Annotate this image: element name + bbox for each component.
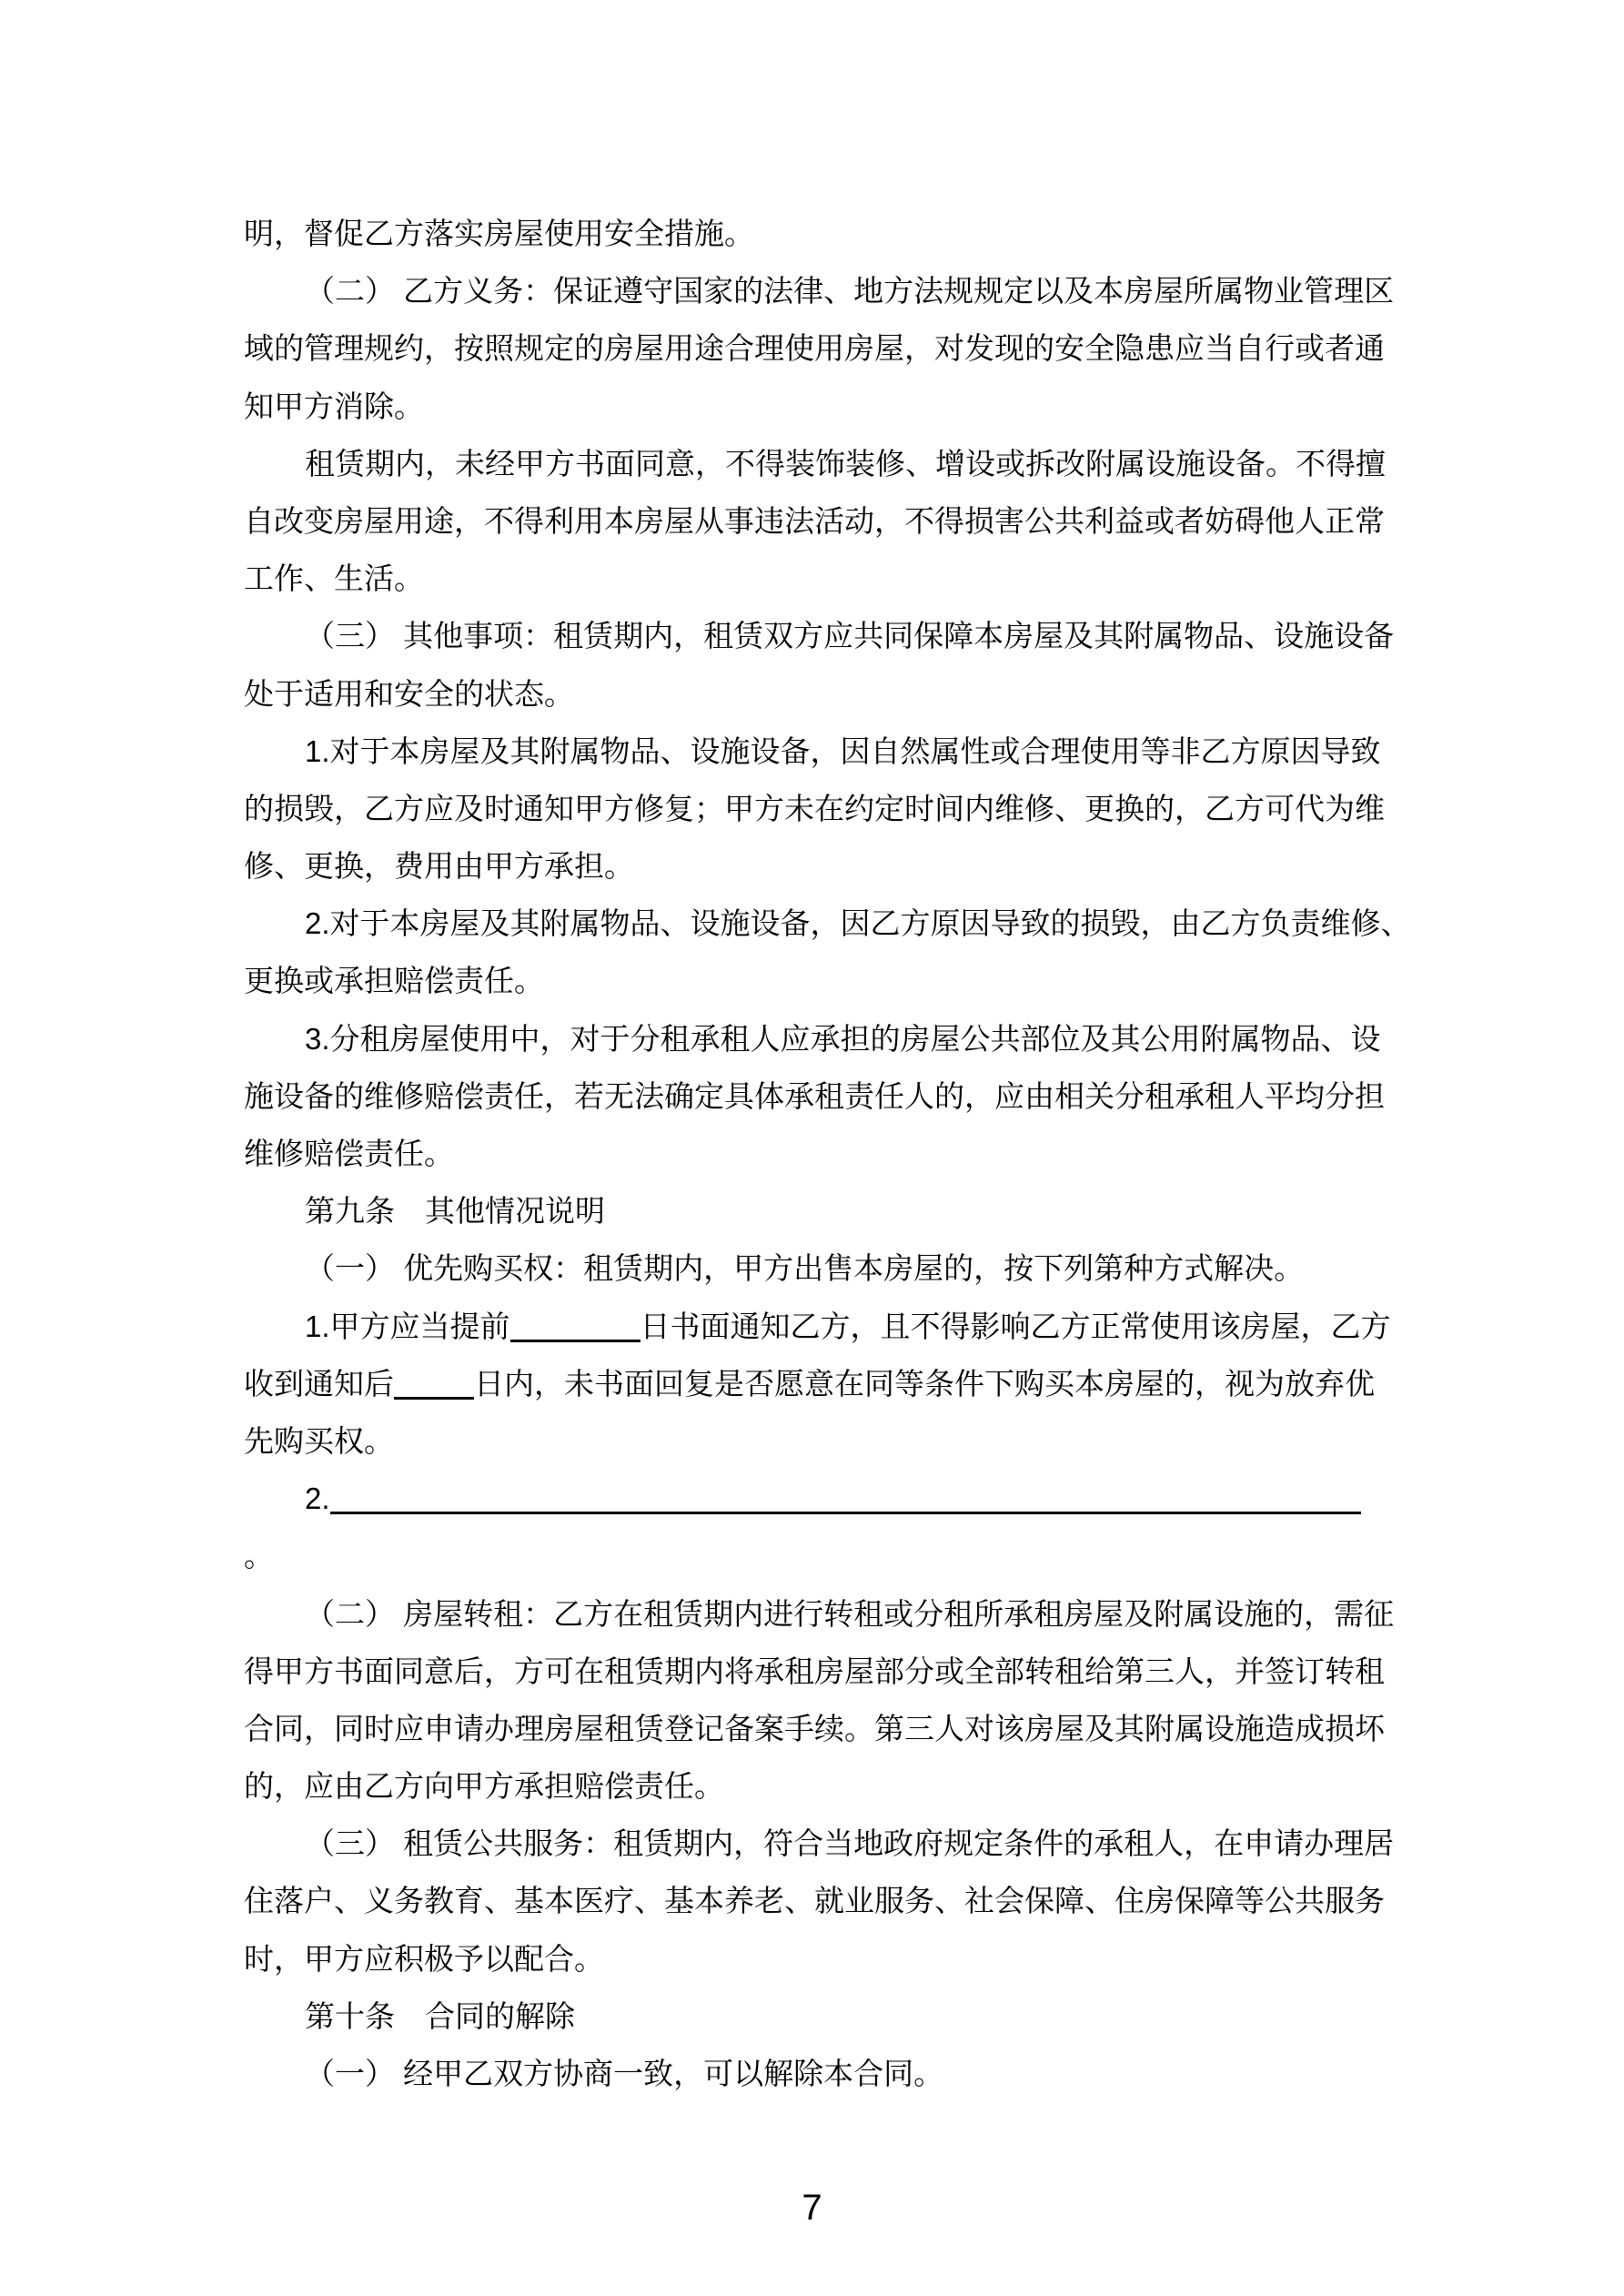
doc-line-19-preemption-right: （一） 优先购买权：租赁期内，甲方出售本房屋的，按下列第种方式解决。 bbox=[305, 1251, 1305, 1286]
doc-line-22: 先购买权。 bbox=[244, 1423, 394, 1458]
doc-line-16: 施设备的维修赔偿责任，若无法确定具体承租责任人的，应由相关分租承租人平均分担 bbox=[244, 1078, 1385, 1113]
article-10-heading: 第十条 合同的解除 bbox=[305, 1998, 575, 2033]
doc-line-33: （一） 经甲乙双方协商一致，可以解除本合同。 bbox=[305, 2057, 944, 2090]
doc-line-4: 知甲方消除。 bbox=[244, 389, 424, 423]
doc-line-21-post: 日内，未书面回复是否愿意在同等条件下购买本房屋的，视为放弃优 bbox=[474, 1366, 1375, 1401]
doc-line-20 bbox=[244, 1298, 1391, 1355]
doc-line-11: 的损毁，乙方应及时通知甲方修复；甲方未在约定时间内维修、更换的，乙方可代为维 bbox=[244, 791, 1385, 825]
doc-line-21-pre: 收到通知后 bbox=[244, 1366, 394, 1401]
doc-line-3: 域的管理规约，按照规定的房屋用途合理使用房屋，对发现的安全隐患应当自行或者通 bbox=[244, 331, 1385, 366]
blank-other-method bbox=[330, 1484, 1361, 1514]
article-9-heading: 第九条 其他情况说明 bbox=[305, 1194, 605, 1229]
doc-line-2-party-b-obligations: （二） 乙方义务：保证遵守国家的法律、地方法规规定以及本房屋所属物业管理区 bbox=[305, 274, 1395, 308]
doc-line-23 bbox=[244, 1470, 1381, 1527]
doc-line-13: 2.对于本房屋及其附属物品、设施设备，因乙方原因导致的损毁，由乙方负责维修、 bbox=[305, 906, 1411, 941]
doc-line-30: 住落户、义务教育、基本医疗、基本养老、就业服务、社会保障、住房保障等公共服务 bbox=[244, 1884, 1385, 1918]
doc-line-12: 修、更换，费用由甲方承担。 bbox=[244, 849, 634, 884]
doc-line-9: 处于适用和安全的状态。 bbox=[244, 676, 574, 711]
doc-line-25-subletting: （二） 房屋转租：乙方在租赁期内进行转租或分租所承租房屋及附属设施的，需征 bbox=[305, 1596, 1395, 1631]
doc-line-7: 工作、生活。 bbox=[244, 561, 424, 596]
doc-line-23-pre: 2. bbox=[305, 1482, 330, 1516]
doc-line-1: 明，督促乙方落实房屋使用安全措施。 bbox=[244, 217, 754, 250]
doc-line-28: 的，应由乙方向甲方承担赔偿责任。 bbox=[244, 1769, 724, 1804]
doc-line-6: 自改变房屋用途，不得利用本房屋从事违法活动，不得损害公共利益或者妨碍他人正常 bbox=[244, 503, 1385, 538]
doc-line-31: 时，甲方应积极予以配合。 bbox=[244, 1941, 604, 1976]
doc-line-24: 。 bbox=[244, 1539, 274, 1573]
doc-line-10: 1.对于本房屋及其附属物品、设施设备，因自然属性或合理使用等非乙方原因导致 bbox=[305, 733, 1381, 768]
doc-line-8-other-matters: （三） 其他事项：租赁期内，租赁双方应共同保障本房屋及其附属物品、设施设备 bbox=[305, 619, 1395, 653]
doc-line-5: 租赁期内，未经甲方书面同意，不得装饰装修、增设或拆改附属设施设备。不得擅 bbox=[305, 446, 1386, 480]
contract-body bbox=[244, 205, 1411, 2102]
doc-line-20-pre: 1.甲方应当提前 bbox=[305, 1309, 510, 1343]
page-number: 7 bbox=[802, 2188, 822, 2228]
doc-line-21 bbox=[244, 1355, 1381, 1412]
doc-line-20-post: 日书面通知乙方，且不得影响乙方正常使用该房屋，乙方 bbox=[640, 1309, 1391, 1343]
blank-days-notice bbox=[510, 1312, 641, 1342]
doc-line-14: 更换或承担赔偿责任。 bbox=[244, 964, 544, 998]
doc-line-26: 得甲方书面同意后，方可在租赁期内将承租房屋部分或全部转租给第三人，并签订转租 bbox=[244, 1654, 1385, 1688]
doc-line-15: 3.分租房屋使用中，对于分租承租人应承担的房屋公共部位及其公用附属物品、设 bbox=[305, 1021, 1381, 1056]
doc-line-29-public-services: （三） 租赁公共服务：租赁期内，符合当地政府规定条件的承租人，在申请办理居 bbox=[305, 1826, 1395, 1861]
doc-line-27: 合同，同时应申请办理房屋租赁登记备案手续。第三人对该房屋及其附属设施造成损坏 bbox=[244, 1711, 1385, 1745]
blank-days-reply bbox=[394, 1370, 474, 1400]
doc-line-17: 维修赔偿责任。 bbox=[244, 1137, 454, 1170]
